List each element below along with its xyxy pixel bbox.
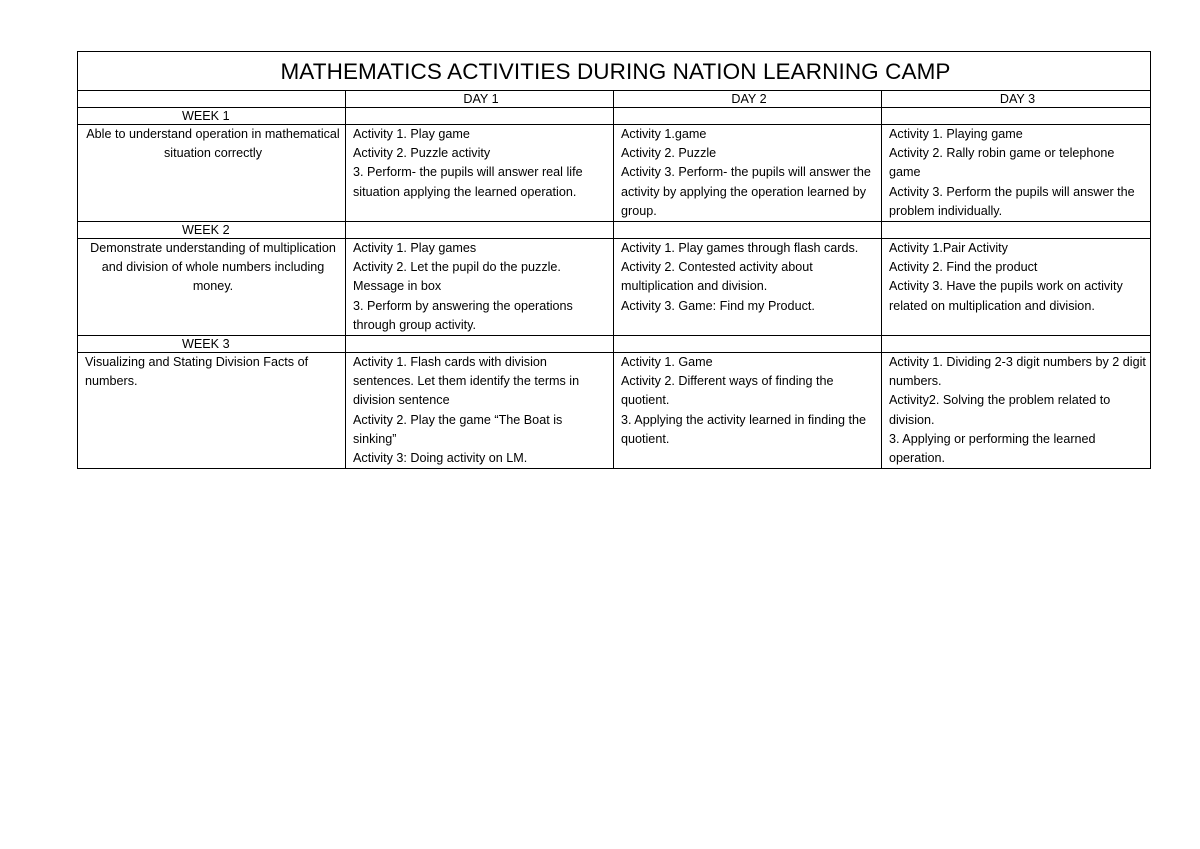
activity-line: Activity 1. Play games xyxy=(353,241,477,256)
activity-line: Activity2. Solving the problem related to division. xyxy=(889,393,1111,427)
day-3-cell xyxy=(882,125,1151,222)
title-row xyxy=(78,52,1151,91)
day-3-cell xyxy=(882,353,1151,469)
day-1-cell xyxy=(346,239,614,336)
header-row xyxy=(78,91,1151,108)
header-cell-day-2: DAY 2 xyxy=(614,91,882,108)
week-row xyxy=(78,222,1151,239)
activity-line: Activity 1.game xyxy=(621,127,707,141)
activity-line: Activity 2. Let the pupil do the puzzle. Message in box xyxy=(353,260,561,294)
activity-line: Activity 2. Puzzle activity xyxy=(353,146,491,161)
activity-line: Activity 2. Puzzle xyxy=(621,146,717,161)
activity-line: 3. Applying the activity learned in finding the quotient. xyxy=(621,412,867,446)
activity-line: Activity 2. Contested activity about multiplication and division. xyxy=(621,260,813,294)
activities-table xyxy=(77,51,1151,469)
empty-cell xyxy=(346,222,614,239)
activity-line: 3. Perform by answering the operations through group activity. xyxy=(353,298,573,332)
empty-cell xyxy=(614,108,882,125)
activity-line: Activity 3. Game: Find my Product. xyxy=(621,298,815,313)
empty-cell xyxy=(346,336,614,353)
activity-row xyxy=(78,125,1151,222)
empty-cell xyxy=(614,336,882,353)
day-2-cell xyxy=(614,125,882,222)
activity-line: Activity 1. Dividing 2-3 digit numbers by 2 digit numbers. xyxy=(889,355,1146,389)
activity-line: Activity 1. Playing game xyxy=(889,127,1023,141)
activity-line: 3. Applying or performing the learned operation. xyxy=(889,431,1096,466)
empty-cell xyxy=(346,108,614,125)
activity-line: Activity 1.Pair Activity xyxy=(889,241,1008,256)
activity-line: Activity 2. Different ways of finding the quotient. xyxy=(621,374,834,408)
week-label: WEEK 1 xyxy=(78,108,346,125)
week-label: WEEK 2 xyxy=(78,222,346,239)
activity-line: Activity 2. Find the product xyxy=(889,260,1038,275)
empty-cell xyxy=(882,336,1151,353)
activity-line: Activity 1. Flash cards with division sentences. Let them identify the terms in division sentence xyxy=(353,355,580,408)
activity-line: Activity 1. Play games through flash cards. xyxy=(621,241,859,256)
objective-cell: Demonstrate understanding of multiplication and division of whole numbers including money. xyxy=(78,239,346,336)
objective-cell: Visualizing and Stating Division Facts of numbers. xyxy=(78,353,346,469)
week-row xyxy=(78,336,1151,353)
empty-cell xyxy=(614,222,882,239)
document-title: MATHEMATICS ACTIVITIES DURING NATION LEARNING CAMP xyxy=(78,52,1151,91)
empty-cell xyxy=(882,222,1151,239)
day-2-cell xyxy=(614,239,882,336)
header-cell-blank xyxy=(78,91,346,108)
header-cell-day-1: DAY 1 xyxy=(346,91,614,108)
header-cell-day-3: DAY 3 xyxy=(882,91,1151,108)
day-1-cell xyxy=(346,353,614,469)
activity-line: Activity 3. Have the pupils work on activity related on multiplication and division. xyxy=(889,279,1123,313)
day-2-cell xyxy=(614,353,882,469)
day-3-cell xyxy=(882,239,1151,336)
activity-line: Activity 3. Perform- the pupils will answer the activity by applying the operation learned by group. xyxy=(621,165,871,218)
activity-line: 3. Perform- the pupils will answer real life situation applying the learned operation. xyxy=(353,165,583,199)
day-1-cell xyxy=(346,125,614,222)
activity-line: Activity 3. Perform the pupils will answer the problem individually. xyxy=(889,184,1135,218)
activity-row xyxy=(78,239,1151,336)
activity-line: Activity 2. Play the game “The Boat is sinking” xyxy=(353,412,563,446)
week-row xyxy=(78,108,1151,125)
activity-line: Activity 2. Rally robin game or telephone game xyxy=(889,146,1115,180)
week-label: WEEK 3 xyxy=(78,336,346,353)
activity-line: Activity 1. Play game xyxy=(353,127,470,141)
activity-line: Activity 1. Game xyxy=(621,355,713,370)
objective-cell: Able to understand operation in mathematical situation correctly xyxy=(78,125,346,222)
activity-line: Activity 3: Doing activity on LM. xyxy=(353,451,528,466)
activity-row xyxy=(78,353,1151,469)
empty-cell xyxy=(882,108,1151,125)
